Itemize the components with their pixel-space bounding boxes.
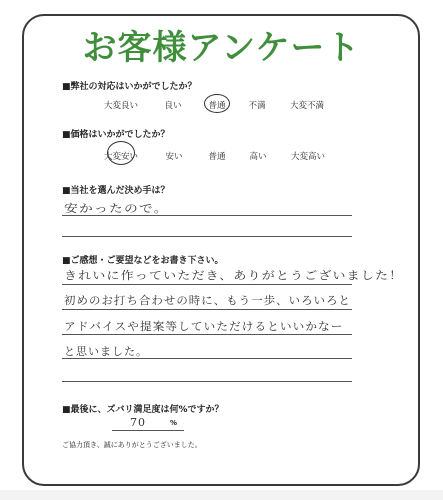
comment-rule-1 — [62, 284, 352, 285]
survey-title: お客様アンケート — [82, 28, 361, 68]
service-option-3[interactable]: 普通 — [208, 101, 226, 111]
price-option-4[interactable]: 高い — [249, 152, 267, 162]
thank-you-footer: ご協力頂き、誠にありがとうございました。 — [62, 441, 202, 449]
question-price: ■価格はいかがでしたか？ — [62, 130, 170, 140]
satisfaction-line — [112, 430, 184, 431]
reason-answer: 安かったので。 — [64, 202, 169, 215]
bottom-shade — [0, 490, 443, 500]
comment-rule-3 — [62, 334, 352, 335]
price-selected-circle — [107, 141, 135, 165]
price-option-3[interactable]: 普通 — [208, 152, 226, 162]
comment-line-2: 初めのお打ち合わせの時に、もう一歩、いろいろと — [64, 294, 352, 307]
comment-rule-4 — [62, 358, 352, 359]
service-option-1[interactable]: 大変良い — [103, 101, 139, 111]
answer-line-2 — [62, 236, 352, 237]
question-satisfaction: ■最後に、ズバリ満足度は何%ですか？ — [62, 405, 224, 415]
comment-line-4: と思いました。 — [64, 345, 148, 358]
satisfaction-unit: % — [170, 419, 178, 427]
comment-line-3: アドバイスや提案等していただけるといいかなー — [64, 320, 344, 333]
answer-line-1 — [62, 215, 352, 216]
price-option-1[interactable]: 大変安い — [103, 152, 139, 162]
comment-rule-5 — [62, 381, 352, 382]
price-option-5[interactable]: 大変高い — [290, 152, 326, 162]
comment-line-1: きれいに作っていただき、ありがとうございました！ — [64, 269, 404, 282]
service-option-2[interactable]: 良い — [164, 101, 182, 111]
question-reason: ■当社を選んだ決め手は？ — [62, 186, 170, 196]
comment-rule-2 — [62, 309, 352, 310]
service-option-5[interactable]: 大変不満 — [289, 101, 325, 111]
question-comments: ■ご感想・ご要望などをお書き下さい。 — [62, 256, 224, 266]
service-selected-circle — [204, 94, 230, 113]
price-option-2[interactable]: 安い — [165, 152, 183, 162]
satisfaction-value: 70 — [130, 416, 146, 429]
question-service: ■弊社の対応はいかがでしたか？ — [62, 82, 197, 92]
service-option-4[interactable]: 不満 — [248, 101, 266, 111]
